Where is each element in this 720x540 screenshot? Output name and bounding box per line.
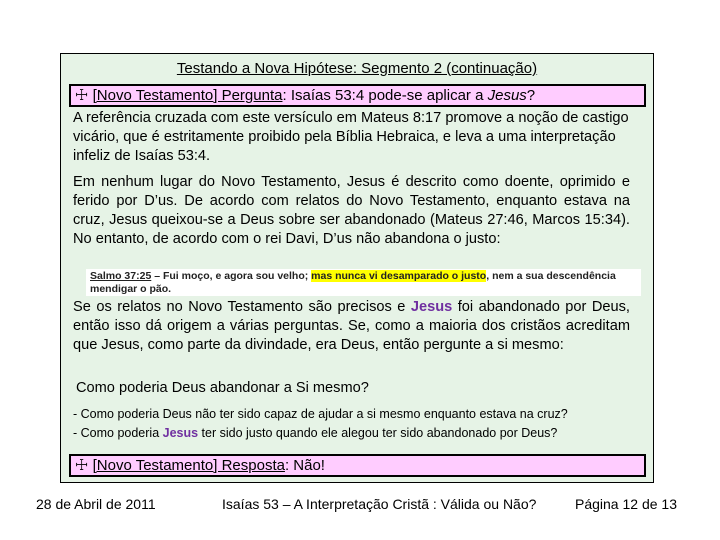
bullet2-a: - Como poderia <box>73 426 163 440</box>
paragraph-questions <box>73 298 630 355</box>
content-panel <box>60 53 654 483</box>
psalm-highlight: mas nunca vi desamparado o justo <box>311 270 487 282</box>
question-label: [Novo Testamento] Pergunta <box>92 87 283 104</box>
paragraph-new-testament: Em nenhum lugar do Novo Testamento, Jesus é descrito como doente, oprimido e ferido por D’us. De acordo com relatos do Novo Testamento, enquanto estava na cruz, Jesus queixou-se a Deus sobre ser abandonado (Mateus 27:46, Marcos 15:34). No entanto, de acordo com o rei Davi, D’us não abandona o justo: <box>73 174 630 247</box>
psalm-text-1: – Fui moço, e agora sou velho; <box>151 270 312 282</box>
question-colon: : <box>282 87 291 104</box>
psalm-ref: Salmo 37:25 <box>90 270 152 282</box>
answer-box <box>69 454 646 477</box>
paragraph-cross-reference: A referência cruzada com este versículo em Mateus 8:17 promove a noção de castigo vicário, que é estritamente proibido pela Bíblia Hebraica, e leva a uma interpretação infeliz de Isaías 53:4. <box>73 110 629 164</box>
cross-icon: ☩ <box>75 457 89 474</box>
paragraph3-b: foi abandonado por Deus, então isso dá origem a várias perguntas. Se, como a maioria dos cristãos acreditam que Jesus, como parte da divindade, era Deus, então pergunte a si mesmo: <box>73 299 630 353</box>
bullet2-b: ter sido justo quando ele alegou ter sido abandonado por Deus? <box>198 426 558 440</box>
footer-page-number: Página 12 de 13 <box>575 496 677 512</box>
paragraph3-a: Se os relatos no Novo Testamento são precisos e <box>73 299 411 315</box>
psalm-text-2: , nem a sua descendência mendigar o pão. <box>90 270 616 295</box>
question-text: Isaías 53:4 pode-se aplicar a <box>290 87 488 104</box>
psalm-quote <box>86 269 641 296</box>
bullet2-jesus: Jesus <box>162 426 199 440</box>
rhetorical-question: Como poderia Deus abandonar a Si mesmo? <box>76 380 369 396</box>
bullet-item <box>73 424 643 443</box>
answer-label: [Novo Testamento] Resposta <box>92 457 285 474</box>
bullet-list <box>73 405 643 443</box>
bullet-item: - Como poderia Deus não ter sido capaz de ajudar a si mesmo enquanto estava na cruz? <box>73 407 568 421</box>
footer-title: Isaías 53 – A Interpretação Cristã : Válida ou Não? <box>222 496 537 512</box>
footer-date: 28 de Abril de 2011 <box>36 496 156 512</box>
question-end: ? <box>526 87 536 104</box>
cross-icon: ☩ <box>75 87 89 104</box>
answer-text: : Não! <box>284 457 325 474</box>
question-jesus: Jesus <box>487 87 527 104</box>
question-box <box>69 84 646 107</box>
paragraph3-jesus: Jesus <box>410 299 453 315</box>
slide-title: Testando a Nova Hipótese: Segmento 2 (continuação) <box>176 60 538 77</box>
